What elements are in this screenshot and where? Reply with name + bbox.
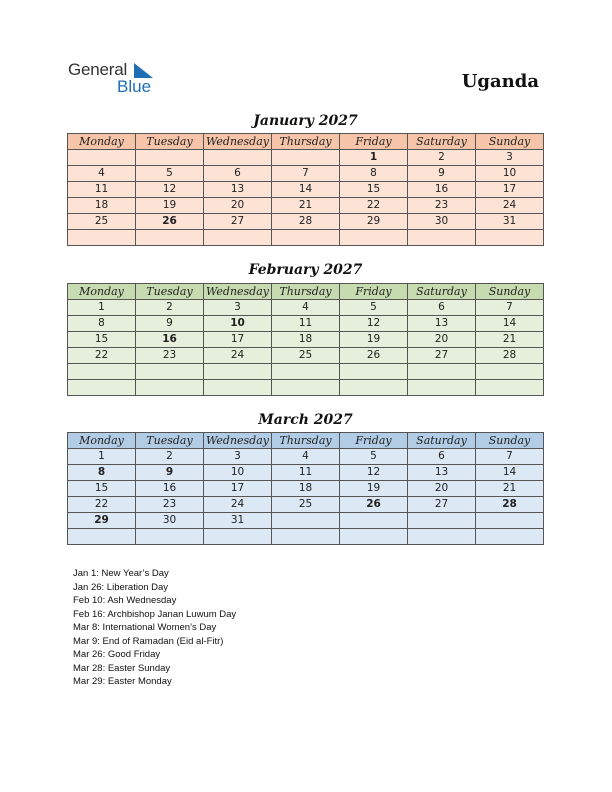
empty-day-cell (340, 230, 408, 246)
holiday-item: Feb 10: Ash Wednesday (73, 595, 177, 606)
day-cell: 13 (408, 465, 476, 481)
day-cell: 6 (408, 449, 476, 465)
day-cell: 17 (204, 481, 272, 497)
day-cell: 21 (476, 332, 544, 348)
month-title-january: January 2027 (253, 113, 358, 129)
holiday-item: Mar 29: Easter Monday (73, 676, 172, 687)
day-cell: 17 (476, 182, 544, 198)
empty-day-cell (204, 380, 272, 396)
empty-day-cell (272, 150, 340, 166)
empty-day-cell (136, 230, 204, 246)
weekday-header: Sunday (476, 134, 544, 150)
weekday-header-row (68, 134, 544, 150)
day-cell: 14 (476, 316, 544, 332)
weekday-header: Sunday (476, 433, 544, 449)
day-cell: 11 (68, 182, 136, 198)
week-row (68, 230, 544, 246)
day-cell: 23 (136, 348, 204, 364)
day-cell: 3 (204, 300, 272, 316)
calendar-january (67, 133, 544, 246)
weekday-header: Thursday (272, 284, 340, 300)
day-cell: 21 (272, 198, 340, 214)
day-cell: 5 (136, 166, 204, 182)
day-cell: 19 (136, 198, 204, 214)
day-cell: 16 (408, 182, 476, 198)
empty-day-cell (68, 230, 136, 246)
week-row (68, 214, 544, 230)
week-row (68, 182, 544, 198)
day-cell: 20 (408, 332, 476, 348)
day-cell: 19 (340, 332, 408, 348)
day-cell: 24 (476, 198, 544, 214)
empty-day-cell (340, 364, 408, 380)
day-cell: 12 (136, 182, 204, 198)
weekday-header: Tuesday (136, 284, 204, 300)
logo-text-general: General (68, 60, 128, 79)
day-cell: 27 (408, 348, 476, 364)
day-cell: 28 (272, 214, 340, 230)
day-cell: 14 (476, 465, 544, 481)
day-cell: 24 (204, 348, 272, 364)
holiday-item: Feb 16: Archbishop Janan Luwum Day (73, 608, 237, 620)
day-cell: 22 (68, 497, 136, 513)
day-cell: 22 (340, 198, 408, 214)
day-cell: 1 (340, 150, 408, 166)
country-title: Uganda (461, 71, 539, 92)
week-row (68, 166, 544, 182)
day-cell: 28 (476, 497, 544, 513)
empty-day-cell (272, 380, 340, 396)
weekday-header: Monday (68, 134, 136, 150)
day-cell: 7 (272, 166, 340, 182)
week-row (68, 364, 544, 380)
day-cell: 18 (272, 332, 340, 348)
day-cell: 5 (340, 300, 408, 316)
week-row (68, 497, 544, 513)
day-cell: 30 (136, 513, 204, 529)
day-cell: 8 (68, 316, 136, 332)
day-cell: 9 (136, 465, 204, 481)
weekday-header: Saturday (408, 284, 476, 300)
day-cell: 10 (204, 465, 272, 481)
weekday-header-row (68, 284, 544, 300)
day-cell: 30 (408, 214, 476, 230)
holiday-list (73, 567, 236, 689)
empty-day-cell (68, 150, 136, 166)
empty-day-cell (408, 513, 476, 529)
empty-day-cell (68, 380, 136, 396)
day-cell: 13 (408, 316, 476, 332)
week-row (68, 513, 544, 529)
empty-day-cell (204, 150, 272, 166)
holiday-item: Mar 8: International Women’s Day (73, 622, 217, 633)
day-cell: 4 (68, 166, 136, 182)
empty-day-cell (272, 513, 340, 529)
empty-day-cell (136, 380, 204, 396)
holiday-item: Mar 28: Easter Sunday (73, 662, 171, 674)
day-cell: 2 (408, 150, 476, 166)
empty-day-cell (136, 150, 204, 166)
day-cell: 31 (204, 513, 272, 529)
day-cell: 19 (340, 481, 408, 497)
empty-day-cell (340, 513, 408, 529)
calendar-march (67, 432, 544, 545)
day-cell: 5 (340, 449, 408, 465)
empty-day-cell (136, 529, 204, 545)
day-cell: 24 (204, 497, 272, 513)
weekday-header: Wednesday (204, 433, 272, 449)
day-cell: 23 (408, 198, 476, 214)
day-cell: 2 (136, 300, 204, 316)
weekday-header: Thursday (272, 134, 340, 150)
day-cell: 3 (204, 449, 272, 465)
day-cell: 25 (272, 497, 340, 513)
day-cell: 12 (340, 465, 408, 481)
holiday-item: Mar 9: End of Ramadan (Eid al-Fitr) (73, 635, 224, 647)
empty-day-cell (408, 380, 476, 396)
weekday-header: Tuesday (136, 134, 204, 150)
day-cell: 2 (136, 449, 204, 465)
empty-day-cell (476, 380, 544, 396)
weekday-header: Saturday (408, 134, 476, 150)
empty-day-cell (476, 513, 544, 529)
day-cell: 1 (68, 300, 136, 316)
day-cell: 22 (68, 348, 136, 364)
day-cell: 4 (272, 300, 340, 316)
empty-day-cell (68, 364, 136, 380)
day-cell: 17 (204, 332, 272, 348)
empty-day-cell (340, 380, 408, 396)
weekday-header: Friday (340, 433, 408, 449)
week-row (68, 332, 544, 348)
empty-day-cell (68, 529, 136, 545)
week-row (68, 529, 544, 545)
day-cell: 14 (272, 182, 340, 198)
day-cell: 3 (476, 150, 544, 166)
empty-day-cell (476, 230, 544, 246)
week-row (68, 316, 544, 332)
day-cell: 28 (476, 348, 544, 364)
week-row (68, 481, 544, 497)
empty-day-cell (272, 529, 340, 545)
day-cell: 23 (136, 497, 204, 513)
empty-day-cell (204, 364, 272, 380)
week-row (68, 465, 544, 481)
empty-day-cell (204, 529, 272, 545)
day-cell: 13 (204, 182, 272, 198)
day-cell: 27 (408, 497, 476, 513)
day-cell: 9 (136, 316, 204, 332)
day-cell: 11 (272, 316, 340, 332)
empty-day-cell (476, 529, 544, 545)
empty-day-cell (408, 364, 476, 380)
calendar-february (67, 283, 544, 396)
day-cell: 7 (476, 449, 544, 465)
day-cell: 6 (204, 166, 272, 182)
day-cell: 8 (340, 166, 408, 182)
day-cell: 7 (476, 300, 544, 316)
day-cell: 15 (340, 182, 408, 198)
day-cell: 25 (68, 214, 136, 230)
weekday-header: Wednesday (204, 284, 272, 300)
weekday-header: Friday (340, 134, 408, 150)
weekday-header: Friday (340, 284, 408, 300)
empty-day-cell (408, 230, 476, 246)
day-cell: 26 (340, 497, 408, 513)
week-row (68, 198, 544, 214)
logo (68, 60, 168, 96)
empty-day-cell (272, 230, 340, 246)
empty-day-cell (136, 364, 204, 380)
day-cell: 20 (408, 481, 476, 497)
day-cell: 4 (272, 449, 340, 465)
day-cell: 1 (68, 449, 136, 465)
empty-day-cell (408, 529, 476, 545)
week-row (68, 348, 544, 364)
weekday-header: Monday (68, 284, 136, 300)
empty-day-cell (272, 364, 340, 380)
day-cell: 26 (340, 348, 408, 364)
day-cell: 11 (272, 465, 340, 481)
day-cell: 31 (476, 214, 544, 230)
day-cell: 9 (408, 166, 476, 182)
weekday-header: Sunday (476, 284, 544, 300)
day-cell: 16 (136, 481, 204, 497)
day-cell: 10 (476, 166, 544, 182)
week-row (68, 380, 544, 396)
day-cell: 10 (204, 316, 272, 332)
week-row (68, 300, 544, 316)
weekday-header: Wednesday (204, 134, 272, 150)
month-title-february: February 2027 (248, 262, 363, 278)
weekday-header: Monday (68, 433, 136, 449)
day-cell: 29 (340, 214, 408, 230)
logo-text-blue: Blue (117, 77, 152, 96)
day-cell: 8 (68, 465, 136, 481)
empty-day-cell (340, 529, 408, 545)
holiday-item: Mar 26: Good Friday (73, 649, 161, 660)
month-title-march: March 2027 (258, 412, 353, 428)
day-cell: 12 (340, 316, 408, 332)
day-cell: 25 (272, 348, 340, 364)
week-row (68, 150, 544, 166)
holiday-item: Jan 26: Liberation Day (73, 581, 169, 593)
day-cell: 18 (68, 198, 136, 214)
day-cell: 20 (204, 198, 272, 214)
holiday-item: Jan 1: New Year’s Day (73, 568, 169, 579)
weekday-header: Tuesday (136, 433, 204, 449)
day-cell: 15 (68, 332, 136, 348)
empty-day-cell (476, 364, 544, 380)
day-cell: 26 (136, 214, 204, 230)
day-cell: 18 (272, 481, 340, 497)
weekday-header: Thursday (272, 433, 340, 449)
day-cell: 27 (204, 214, 272, 230)
day-cell: 15 (68, 481, 136, 497)
weekday-header: Saturday (408, 433, 476, 449)
empty-day-cell (204, 230, 272, 246)
weekday-header-row (68, 433, 544, 449)
week-row (68, 449, 544, 465)
day-cell: 16 (136, 332, 204, 348)
day-cell: 29 (68, 513, 136, 529)
day-cell: 21 (476, 481, 544, 497)
day-cell: 6 (408, 300, 476, 316)
